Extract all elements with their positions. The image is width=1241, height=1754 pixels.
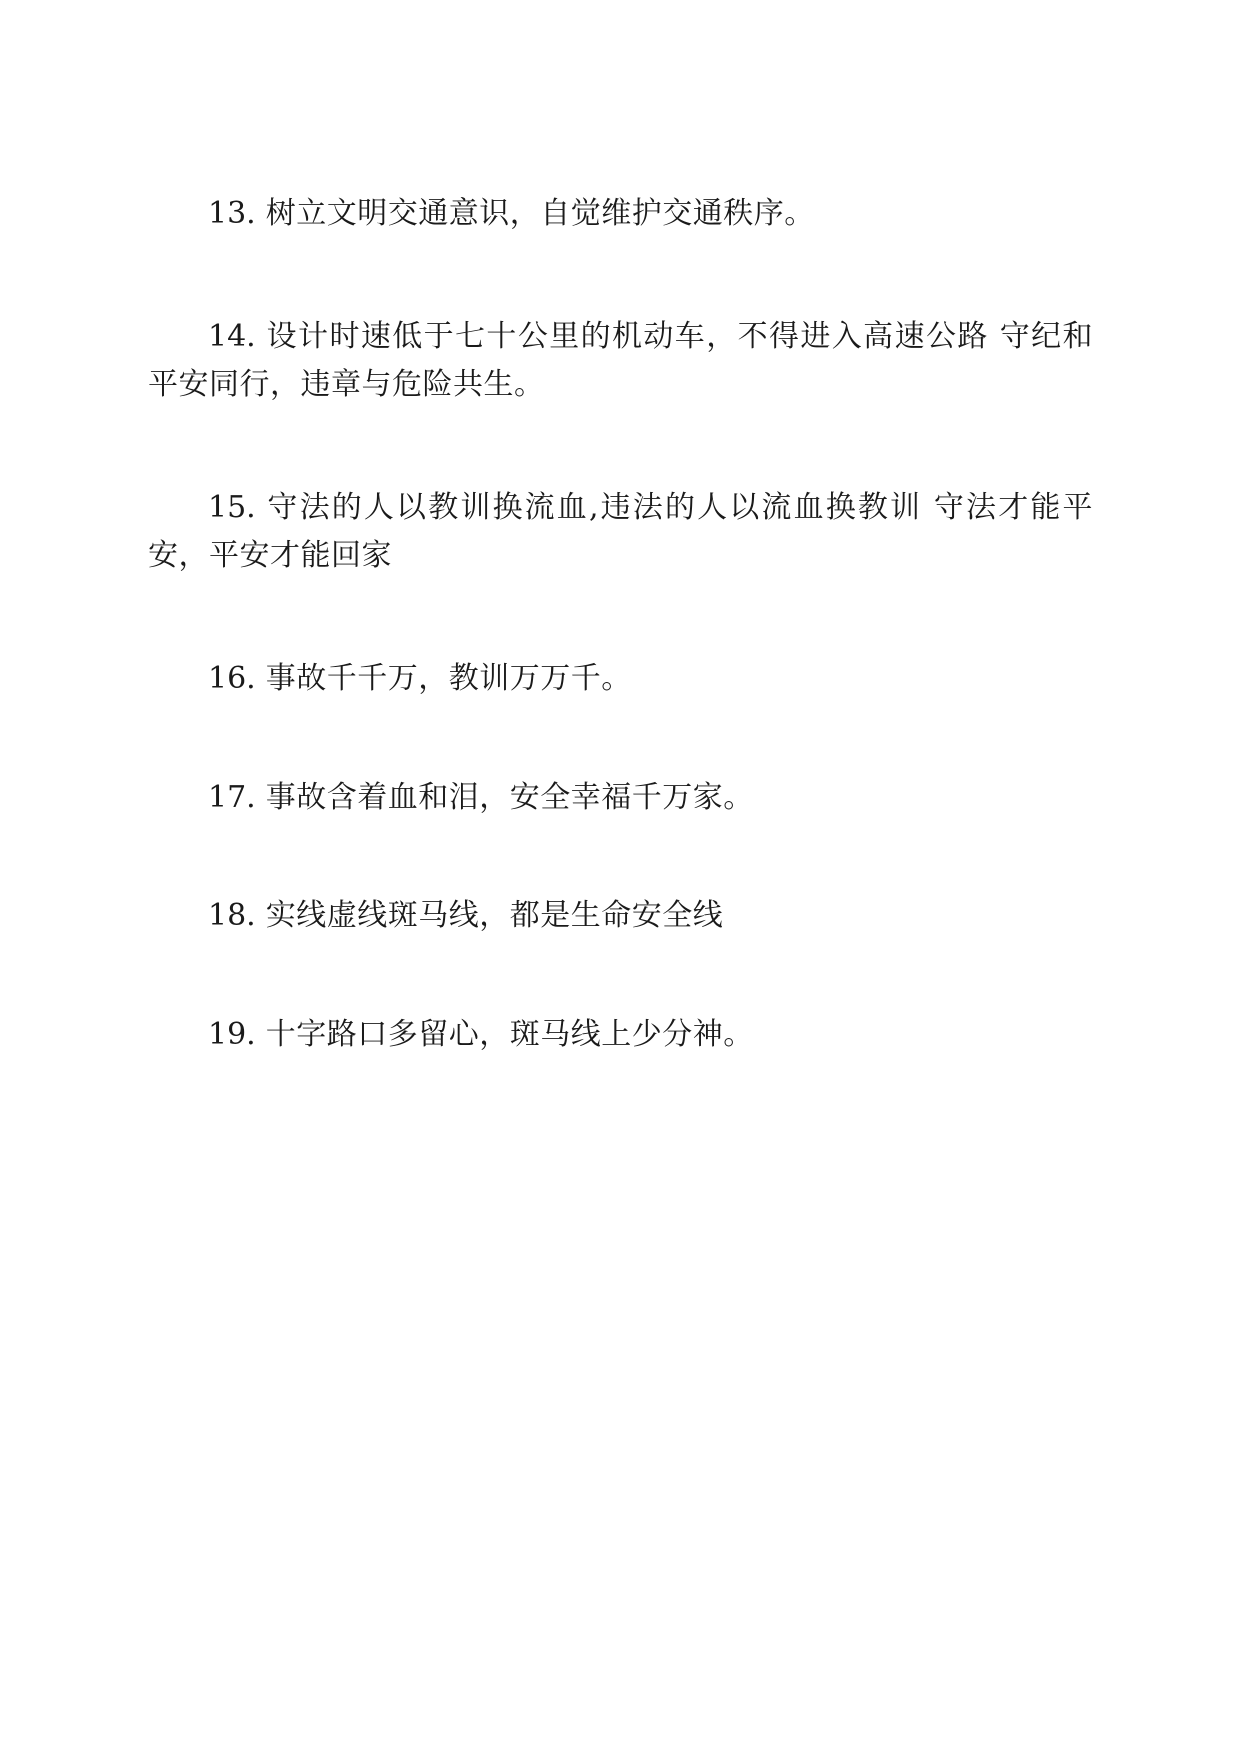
- list-item-text: 守法的人以教训换流血,违法的人以流血换教训 守法才能平安，平安才能回家: [148, 489, 1093, 574]
- list-item-text: 事故千千万，教训万万千。: [265, 660, 632, 696]
- list-item-text: 树立文明交通意识，自觉维护交通秩序。: [265, 196, 815, 231]
- document-body: [148, 190, 1093, 1059]
- list-item-text: 事故含着血和泪，安全幸福千万家。: [265, 779, 754, 815]
- list-item-number: 15.: [208, 489, 256, 525]
- list-item-number: 16.: [208, 660, 256, 696]
- list-item: [148, 1011, 1093, 1060]
- list-item-text: 设计时速低于七十公里的机动车，不得进入高速公路 守纪和平安同行，违章与危险共生。: [148, 318, 1093, 403]
- list-item: [148, 190, 1093, 239]
- list-item-number: 18.: [208, 898, 256, 934]
- list-item-text: 十字路口多留心，斑马线上少分神。: [265, 1016, 754, 1052]
- list-item-number: 14.: [208, 318, 256, 354]
- list-item-text: 实线虚线斑马线，都是生命安全线: [265, 898, 724, 934]
- list-item-number: 13.: [208, 196, 256, 231]
- list-item-number: 17.: [208, 779, 256, 815]
- list-item: [148, 892, 1093, 941]
- list-item: [148, 484, 1093, 581]
- list-item: [148, 774, 1093, 823]
- list-item: [148, 655, 1093, 704]
- list-item-number: 19.: [208, 1016, 256, 1052]
- list-item: [148, 313, 1093, 410]
